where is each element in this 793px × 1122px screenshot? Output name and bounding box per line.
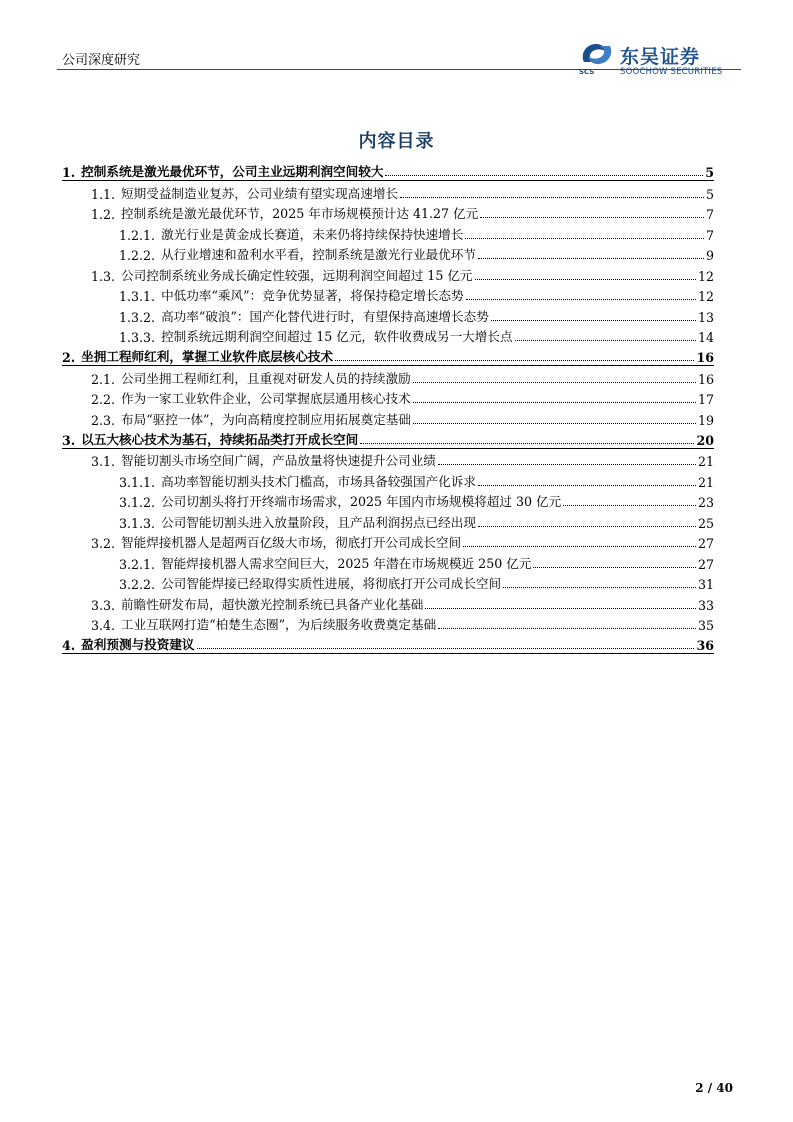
- toc-entry[interactable]: [62, 181, 714, 202]
- toc-entry-title: 智能焊接机器人是超两百亿级大市场，彻底打开公司成长空间: [121, 535, 462, 550]
- toc-entry-page: 31: [697, 577, 714, 592]
- toc-entry-number: 3.1.2.: [119, 495, 156, 510]
- toc-entry-number: 2.1.: [91, 371, 116, 387]
- toc-entry-page: 5: [705, 165, 714, 180]
- toc-entry-title: 高功率智能切割头技术门槛高，市场具备较强国产化诉求: [161, 473, 476, 489]
- toc-dot-leader: [480, 217, 704, 218]
- toc-dot-leader: [385, 175, 703, 176]
- toc-entry-number: 1.3.1.: [119, 289, 156, 304]
- toc-entry[interactable]: [62, 592, 714, 613]
- toc-entry-number: 1.3.2.: [119, 309, 156, 325]
- toc-entry-title: 公司控制系统业务成长确定性较强，远期利润空间超过 15 亿元: [121, 267, 473, 283]
- toc-entry[interactable]: [62, 366, 714, 387]
- toc-dot-leader: [475, 279, 696, 280]
- toc-entry-number: 1.2.: [91, 207, 116, 222]
- table-of-contents: [62, 160, 714, 654]
- toc-dot-leader: [413, 402, 696, 403]
- toc-entry-number: 1.3.3.: [119, 330, 156, 345]
- toc-dot-leader: [466, 299, 696, 300]
- toc-entry-number: 3.4.: [91, 618, 116, 633]
- toc-dot-leader: [197, 648, 695, 649]
- toc-entry-page: 12: [697, 289, 714, 304]
- toc-entry-number: 1.2.1.: [119, 227, 156, 243]
- toc-entry-page: 7: [705, 227, 714, 243]
- toc-entry-page: 5: [705, 186, 714, 202]
- toc-dot-leader: [438, 464, 696, 465]
- brand-mark-text: SCS: [579, 68, 595, 76]
- page-indicator: 2 / 40: [695, 1081, 733, 1095]
- toc-entry-title: 智能焊接机器人需求空间巨大，2025 年潜在市场规模近 250 亿元: [161, 555, 532, 571]
- brand-name-cn: 东吴证券: [620, 46, 701, 68]
- toc-entry[interactable]: [62, 510, 714, 531]
- toc-entry-title: 坐拥工程师红利，掌握工业软件底层核心技术: [81, 349, 334, 364]
- toc-dot-leader: [463, 546, 696, 547]
- toc-entry-number: 1.1.: [91, 186, 116, 202]
- toc-entry-page: 25: [697, 515, 714, 531]
- toc-dot-leader: [465, 238, 704, 239]
- toc-entry[interactable]: [62, 531, 714, 552]
- toc-entry-number: 4.: [62, 638, 76, 653]
- toc-entry[interactable]: [62, 325, 714, 346]
- toc-entry-number: 3.2.2.: [119, 577, 156, 592]
- toc-entry-title: 公司切割头将打开终端市场需求，2025 年国内市场规模将超过 30 亿元: [161, 494, 562, 509]
- toc-entry-title: 盈利预测与投资建议: [81, 637, 195, 652]
- toc-entry-title: 工业互联网打造“柏楚生态圈”，为后续服务收费奠定基础: [121, 617, 437, 632]
- toc-entry-title: 布局“驱控一体”，为向高精度控制应用拓展奠定基础: [121, 411, 411, 427]
- toc-entry-title: 公司坐拥工程师红利，且重视对研发人员的持续激励: [121, 370, 411, 386]
- toc-entry-page: 27: [697, 536, 714, 551]
- toc-entry[interactable]: [62, 160, 714, 181]
- toc-entry[interactable]: [62, 633, 714, 654]
- toc-entry-page: 21: [697, 454, 714, 469]
- toc-entry[interactable]: [62, 222, 714, 243]
- toc-entry-title: 激光行业是黄金成长赛道，未来仍将持续保持快速增长: [161, 226, 464, 242]
- toc-entry-page: 33: [697, 597, 714, 613]
- toc-entry[interactable]: [62, 469, 714, 490]
- toc-entry-title: 从行业增速和盈利水平看，控制系统是激光行业最优环节: [161, 247, 476, 262]
- toc-entry[interactable]: [62, 345, 714, 366]
- toc-dot-leader: [400, 197, 704, 198]
- toc-dot-leader: [503, 587, 696, 588]
- toc-entry-title: 公司智能焊接已经取得实质性进展，将彻底打开公司成长空间: [161, 576, 502, 591]
- toc-entry[interactable]: [62, 449, 714, 470]
- toc-entry-page: 21: [697, 474, 714, 490]
- toc-entry-title: 前瞻性研发布局，超快激光控制系统已具备产业化基础: [121, 596, 424, 612]
- toc-entry-page: 12: [697, 268, 714, 284]
- toc-entry-number: 3.2.: [91, 536, 116, 551]
- toc-dot-leader: [478, 258, 704, 259]
- toc-entry-number: 1.: [62, 165, 76, 180]
- toc-entry-page: 20: [696, 432, 714, 448]
- toc-entry-number: 3.3.: [91, 597, 116, 613]
- toc-entry-number: 2.2.: [91, 392, 116, 407]
- toc-dot-leader: [478, 485, 696, 486]
- toc-entry[interactable]: [62, 243, 714, 264]
- brand-name-en: SOOCHOW SECURITIES: [620, 67, 723, 77]
- toc-dot-leader: [335, 360, 694, 361]
- toc-entry[interactable]: [62, 613, 714, 634]
- toc-entry[interactable]: [62, 572, 714, 593]
- toc-entry-page: 16: [696, 350, 714, 365]
- toc-entry-number: 1.2.2.: [119, 248, 156, 263]
- toc-entry-number: 2.: [62, 350, 76, 365]
- toc-dot-leader: [425, 608, 696, 609]
- toc-entry[interactable]: [62, 387, 714, 408]
- toc-dot-leader: [563, 505, 696, 506]
- toc-entry-page: 17: [697, 392, 714, 407]
- toc-entry[interactable]: [62, 202, 714, 223]
- toc-entry-number: 3.1.3.: [119, 515, 156, 531]
- toc-entry-number: 3.2.1.: [119, 556, 156, 572]
- toc-entry[interactable]: [62, 490, 714, 511]
- toc-entry-title: 公司智能切割头进入放量阶段，且产品利润拐点已经出现: [161, 514, 476, 530]
- toc-entry-number: 2.3.: [91, 412, 116, 428]
- toc-entry-page: 36: [696, 638, 714, 653]
- toc-entry-title: 控制系统远期利润空间超过 15 亿元，软件收费成另一大增长点: [161, 329, 513, 344]
- brand-logo: [578, 40, 743, 80]
- brand-mark-icon: [578, 40, 616, 68]
- toc-dot-leader: [533, 567, 696, 568]
- toc-entry-title: 智能切割头市场空间广阔，产品放量将快速提升公司业绩: [121, 453, 436, 468]
- toc-entry-title: 以五大核心技术为基石，持续拓品类打开成长空间: [81, 431, 359, 447]
- toc-entry[interactable]: [62, 551, 714, 572]
- toc-entry-number: 3.1.1.: [119, 474, 156, 490]
- toc-title: 内容目录: [358, 131, 435, 152]
- toc-entry-page: 27: [697, 556, 714, 572]
- toc-dot-leader: [515, 340, 696, 341]
- toc-dot-leader: [360, 443, 694, 444]
- toc-entry-title: 控制系统是激光最优环节，公司主业远期利润空间较大: [81, 164, 384, 179]
- toc-dot-leader: [413, 382, 696, 383]
- toc-entry-page: 9: [705, 248, 714, 263]
- toc-dot-leader: [478, 526, 696, 527]
- header-divider: [57, 69, 741, 70]
- toc-entry-page: 16: [697, 371, 714, 387]
- toc-entry-page: 19: [697, 412, 714, 428]
- report-type-label: 公司深度研究: [62, 53, 141, 68]
- toc-entry-number: 3.: [62, 432, 76, 448]
- toc-dot-leader: [413, 423, 696, 424]
- toc-entry[interactable]: [62, 304, 714, 325]
- toc-entry-page: 7: [705, 207, 714, 222]
- toc-entry[interactable]: [62, 407, 714, 428]
- toc-entry-number: 1.3.: [91, 268, 116, 284]
- toc-entry-page: 14: [697, 330, 714, 345]
- toc-entry-page: 35: [697, 618, 714, 633]
- toc-dot-leader: [438, 628, 696, 629]
- toc-entry-title: 中低功率“乘风”：竞争优势显著，将保持稳定增长态势: [161, 288, 464, 303]
- toc-entry-page: 13: [697, 309, 714, 325]
- toc-dot-leader: [491, 320, 696, 321]
- toc-entry[interactable]: [62, 263, 714, 284]
- toc-entry[interactable]: [62, 284, 714, 305]
- toc-entry-title: 短期受益制造业复苏，公司业绩有望实现高速增长: [121, 185, 399, 201]
- toc-entry[interactable]: [62, 428, 714, 449]
- toc-entry-title: 高功率“破浪”：国产化替代进行时，有望保持高速增长态势: [161, 308, 489, 324]
- toc-entry-title: 控制系统是激光最优环节，2025 年市场规模预计达 41.27 亿元: [121, 206, 479, 221]
- toc-entry-title: 作为一家工业软件企业，公司掌握底层通用核心技术: [121, 391, 411, 406]
- toc-entry-page: 23: [697, 495, 714, 510]
- toc-entry-number: 3.1.: [91, 454, 116, 469]
